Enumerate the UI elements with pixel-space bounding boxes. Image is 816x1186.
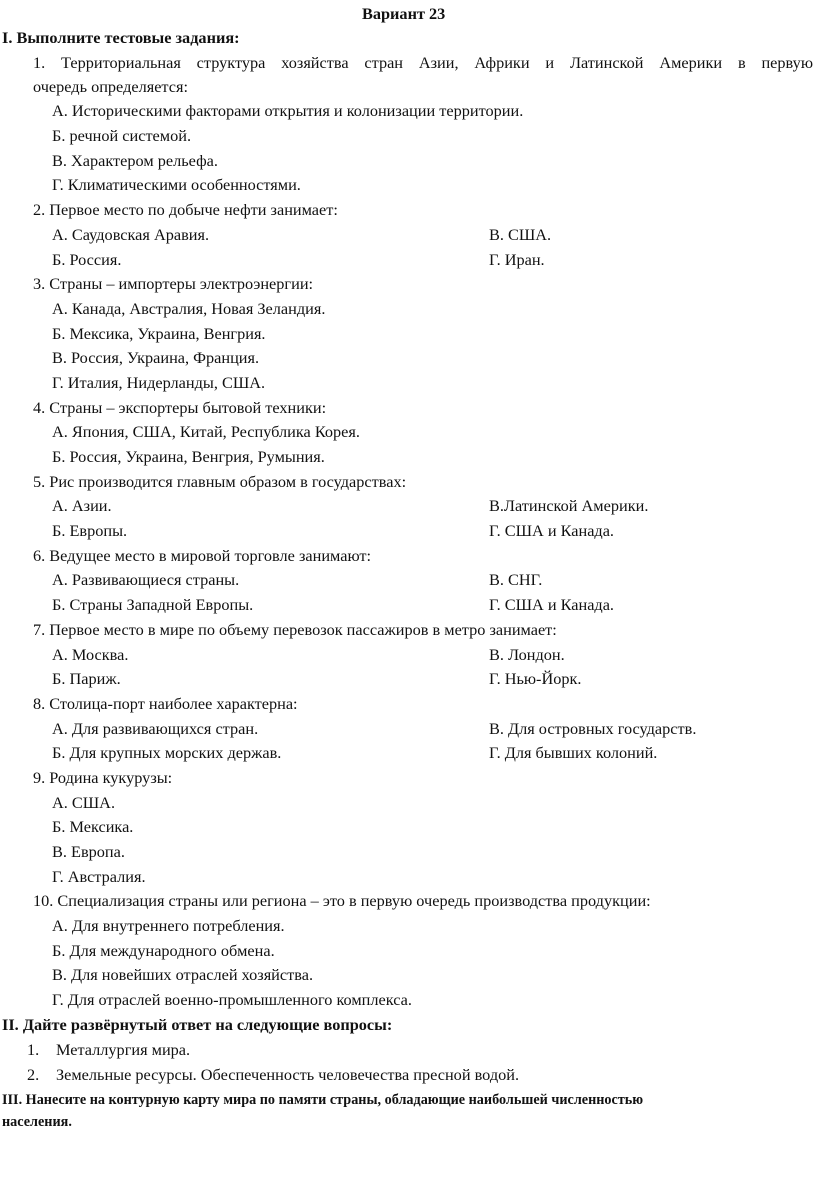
q10-option-v: В. Для новейших отраслей хозяйства. [52,965,314,984]
section-3-heading: III. Нанесите на контурную карту мира по памяти страны, обладающие наибольшей численностью [2,1092,644,1108]
q8-option-a: А. Для развивающихся стран. [52,719,259,738]
question-4-text: 4. Страны – экспортеры бытовой техники: [33,398,327,417]
question-5-text: 5. Рис производится главным образом в государствах: [33,472,407,491]
q3-option-b: Б. Мексика, Украина, Венгрия. [52,324,266,343]
question-10-text: 10. Специализация страны или региона – это в первую очередь производства продукции: [33,891,651,910]
q1-option-a: А. Историческими факторами открытия и колонизации территории. [52,101,524,120]
q5-option-b: Б. Европы. [52,521,128,540]
q7-option-g: Г. Нью-Йорк. [489,669,582,688]
q8-option-v: В. Для островных государств. [489,719,697,738]
page-title: Вариант 23 [362,4,446,23]
question-8-text: 8. Столица-порт наиболее характерна: [33,694,298,713]
q10-option-a: А. Для внутреннего потребления. [52,916,285,935]
q9-option-v: В. Европа. [52,842,125,861]
q2-option-v: В. США. [489,225,552,244]
q6-option-b: Б. Страны Западной Европы. [52,595,254,614]
q6-option-v: В. СНГ. [489,570,543,589]
q1-option-v: В. Характером рельефа. [52,151,218,170]
section-2-item-number: 2. [27,1065,40,1084]
question-2-text: 2. Первое место по добыче нефти занимает: [33,200,338,219]
section-1-heading: I. Выполните тестовые задания: [2,28,240,47]
q9-option-a: А. США. [52,793,116,812]
question-3-text: 3. Страны – импортеры электроэнергии: [33,274,314,293]
q7-option-v: В. Лондон. [489,645,565,664]
q2-option-g: Г. Иран. [489,250,545,269]
q5-option-g: Г. США и Канада. [489,521,615,540]
q3-option-a: А. Канада, Австралия, Новая Зеландия. [52,299,326,318]
q6-option-a: А. Развивающиеся страны. [52,570,240,589]
q9-option-b: Б. Мексика. [52,817,134,836]
q1-option-b: Б. речной системой. [52,126,192,145]
q2-option-b: Б. Россия. [52,250,122,269]
q4-option-b: Б. Россия, Украина, Венгрия, Румыния. [52,447,325,466]
q3-option-g: Г. Италия, Нидерланды, США. [52,373,266,392]
q1-option-g: Г. Климатическими особенностями. [52,175,301,194]
section-2-item-number: 1. [27,1040,40,1059]
q10-option-b: Б. Для международного обмена. [52,941,275,960]
q3-option-v: В. Россия, Украина, Франция. [52,348,260,367]
q4-option-a: А. Япония, США, Китай, Республика Корея. [52,422,360,441]
q10-option-g: Г. Для отраслей военно-промышленного комплекса. [52,990,412,1009]
question-6-text: 6. Ведущее место в мировой торговле занимают: [33,546,372,565]
question-9-text: 9. Родина кукурузы: [33,768,173,787]
q7-option-b: Б. Париж. [52,669,121,688]
question-1-text: 1. Территориальная структура хозяйства стран Азии, Африки и Латинской Америки в первую [33,53,813,72]
question-1-text-cont: очередь определяется: [33,77,188,96]
q6-option-g: Г. США и Канада. [489,595,615,614]
q9-option-g: Г. Австралия. [52,867,146,886]
q5-option-a: А. Азии. [52,496,112,515]
question-7-text: 7. Первое место в мире по объему перевозок пассажиров в метро занимает: [33,620,557,639]
q8-option-g: Г. Для бывших колоний. [489,743,658,762]
q7-option-a: А. Москва. [52,645,129,664]
section-2-item: Земельные ресурсы. Обеспеченность человечества пресной водой. [56,1065,520,1084]
section-3-heading-cont: населения. [2,1114,72,1130]
q8-option-b: Б. Для крупных морских держав. [52,743,282,762]
section-2-heading: II. Дайте развёрнутый ответ на следующие вопросы: [2,1015,393,1034]
q5-option-v: В.Латинской Америки. [489,496,649,515]
section-2-item: Металлургия мира. [56,1040,191,1059]
q2-option-a: А. Саудовская Аравия. [52,225,210,244]
